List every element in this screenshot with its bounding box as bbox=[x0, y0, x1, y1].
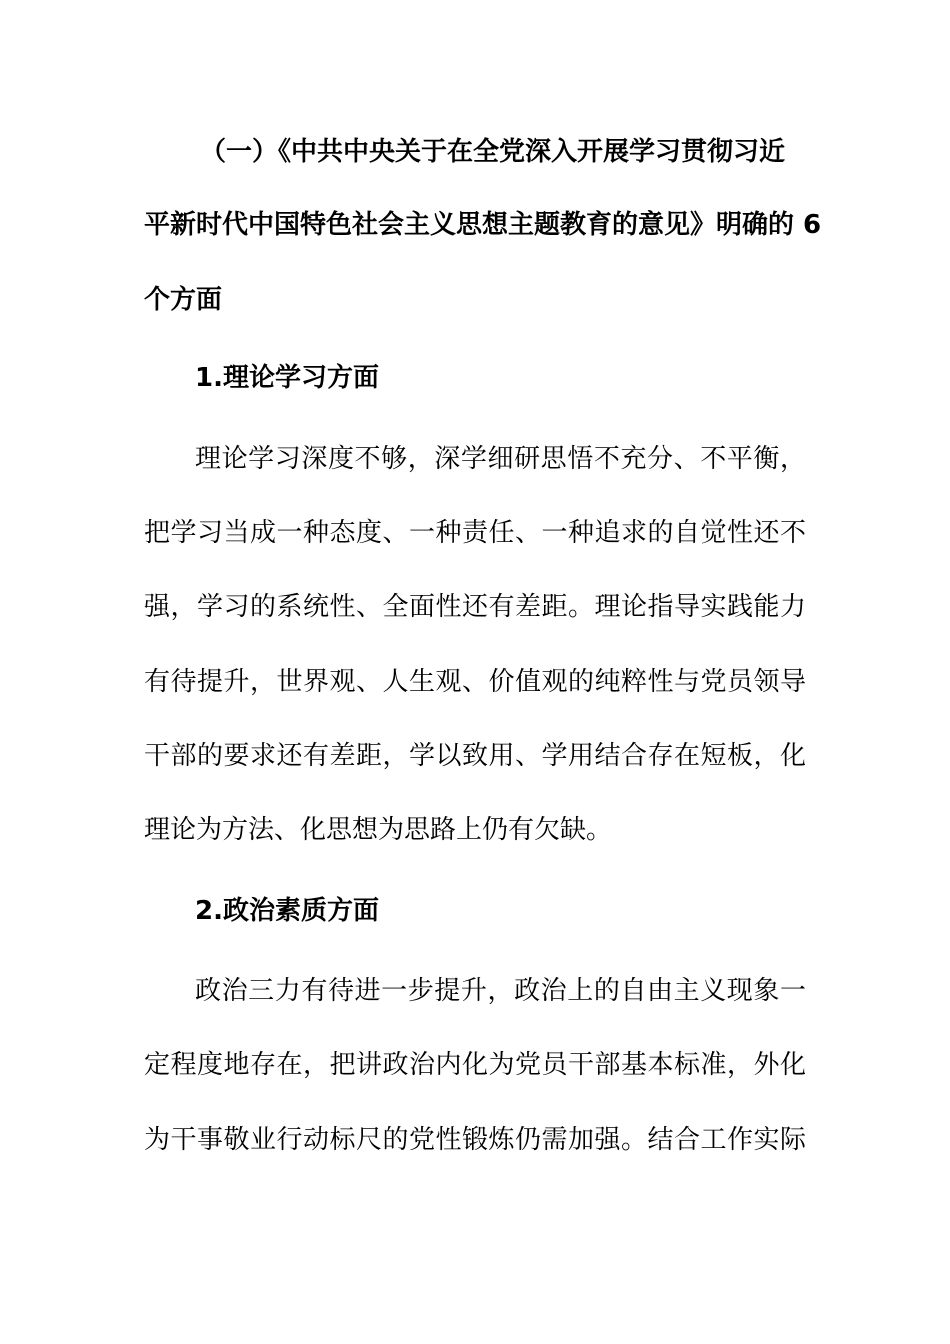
section-2-line-3: 为干事敬业行动标尺的党性锻炼仍需加强。结合工作实际 bbox=[144, 1125, 806, 1155]
section-1-title: 1.理论学习方面 bbox=[195, 363, 379, 393]
section-2-line-2: 定程度地存在，把讲政治内化为党员干部基本标准，外化 bbox=[144, 1050, 806, 1080]
section-2-line-1: 政治三力有待进一步提升，政治上的自由主义现象一 bbox=[195, 976, 806, 1006]
section-1-line-3: 强，学习的系统性、全面性还有差距。理论指导实践能力 bbox=[144, 592, 806, 622]
section-1-line-2: 把学习当成一种态度、一种责任、一种追求的自觉性还不 bbox=[144, 518, 806, 548]
section-2-title: 2.政治素质方面 bbox=[195, 896, 379, 926]
heading-line-3: 个方面 bbox=[144, 285, 223, 315]
section-1-line-4: 有待提升，世界观、人生观、价值观的纯粹性与党员领导 bbox=[144, 667, 806, 697]
section-1-line-6: 理论为方法、化思想为思路上仍有欠缺。 bbox=[144, 815, 613, 845]
section-1-line-1: 理论学习深度不够，深学细研思悟不充分、不平衡， bbox=[195, 444, 806, 474]
section-1-line-5: 干部的要求还有差距，学以致用、学用结合存在短板，化 bbox=[144, 741, 806, 771]
heading-line-1: （一）《中共中央关于在全党深入开展学习贯彻习近 bbox=[200, 137, 786, 167]
heading-line-2: 平新时代中国特色社会主义思想主题教育的意见》明确的 6 bbox=[144, 210, 822, 240]
